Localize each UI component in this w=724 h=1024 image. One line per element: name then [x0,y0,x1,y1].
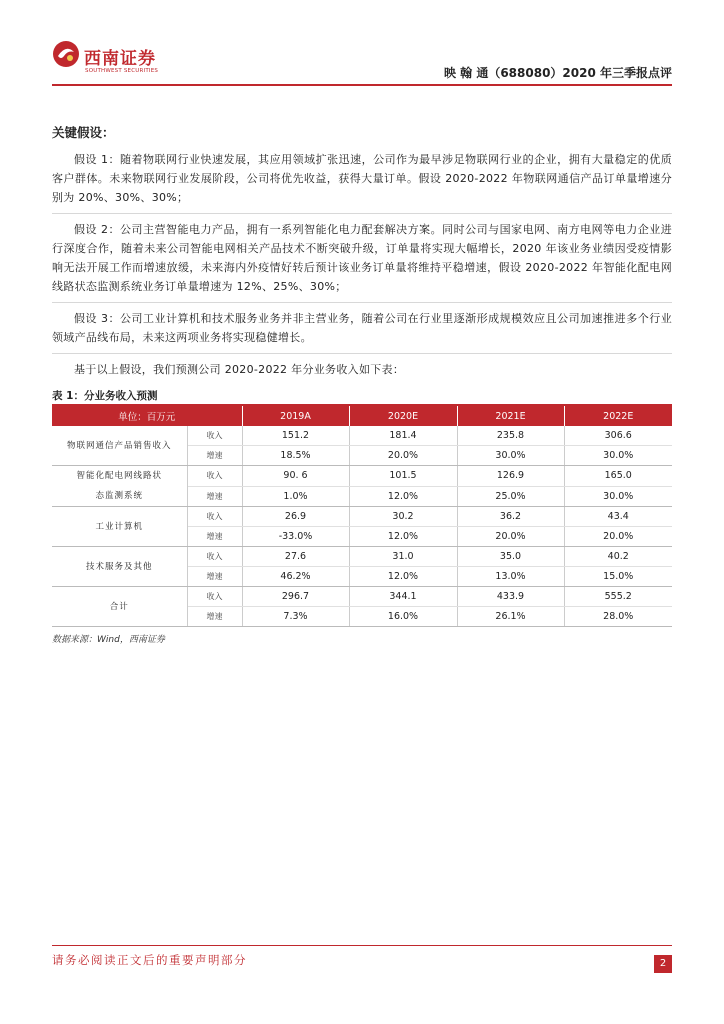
unit-header: 单位：百万元 [52,406,242,426]
table-row [52,466,672,487]
table-row [52,587,672,607]
divider [52,302,672,303]
company-logo [52,40,182,80]
table-cell: 30.0% [564,446,672,466]
divider [52,213,672,214]
segment-name: 工业计算机 [52,507,187,547]
table-cell: -33.0% [242,527,349,547]
year-header: 2019A [242,406,349,426]
table-cell: 20.0% [564,527,672,547]
table-cell: 12.0% [349,527,457,547]
page-header [52,34,672,86]
table-cell: 31.0 [349,547,457,567]
year-header: 2020E [349,406,457,426]
table-cell: 555.2 [564,587,672,607]
revenue-forecast-table [52,406,672,627]
table-cell: 235.8 [457,426,564,446]
logo-text-cn: 西南证券 [84,49,156,69]
segment-name: 合计 [52,587,187,627]
table-cell: 46.2% [242,567,349,587]
segment-name: 智能化配电网线路状态监测系统 [52,466,187,507]
table-caption: 表 1：分业务收入预测 [52,390,158,402]
table-cell: 30.2 [349,507,457,527]
table-header-row [52,406,672,426]
table-cell: 306.6 [564,426,672,446]
table-cell: 20.0% [349,446,457,466]
metric-label: 收入 [187,507,242,527]
table-cell: 101.5 [349,466,457,487]
metric-label: 增速 [187,607,242,627]
table-cell: 28.0% [564,607,672,627]
table-cell: 165.0 [564,466,672,487]
footer-divider [52,945,672,946]
metric-label: 收入 [187,587,242,607]
assumption-2-paragraph: 假设 2：公司主营智能电力产品，拥有一系列智能化电力配套解决方案。同时公司与国家电网、南方电网等电力企业进行深度合作，随着未来公司智能电网相关产品技术不断突破升级，订单量将实现大幅增长，2020 年该业务业绩因受疫情影响无法开展工作而增速放缓，未来海内外疫情好转后预计该业务订单量将维持平稳增速，假设 2020-2022 年智能化配电网线路状态监测系统业务订单量增速为 12%、25%、30%； [52,223,672,293]
table-cell: 26.1% [457,607,564,627]
logo-mark-icon [52,40,80,68]
metric-label: 增速 [187,567,242,587]
metric-label: 收入 [187,426,242,446]
table-cell: 20.0% [457,527,564,547]
metric-label: 收入 [187,547,242,567]
table-row [52,547,672,567]
assumption-3-paragraph: 假设 3：公司工业计算机和技术服务业务并非主营业务，随着公司在行业里逐渐形成规模效应且公司加速推进多个行业领域产品线布局，未来这两项业务将实现稳健增长。 [52,312,672,344]
main-content [52,123,672,379]
table-cell: 296.7 [242,587,349,607]
divider [52,353,672,354]
page-number: 2 [654,955,672,973]
metric-label: 增速 [187,486,242,507]
table-cell: 35.0 [457,547,564,567]
table-cell: 36.2 [457,507,564,527]
table-cell: 26.9 [242,507,349,527]
table-cell: 30.0% [564,486,672,507]
year-header: 2022E [564,406,672,426]
metric-label: 收入 [187,466,242,487]
metric-label: 增速 [187,527,242,547]
table-cell: 27.6 [242,547,349,567]
table-cell: 151.2 [242,426,349,446]
table-cell: 16.0% [349,607,457,627]
table-cell: 1.0% [242,486,349,507]
forecast-intro-paragraph: 基于以上假设，我们预测公司 2020-2022 年分业务收入如下表： [74,363,405,376]
table-cell: 126.9 [457,466,564,487]
table-row [52,426,672,446]
segment-name: 技术服务及其他 [52,547,187,587]
year-header: 2021E [457,406,564,426]
data-source-note: 数据来源：Wind，西南证券 [52,635,165,645]
table-row [52,507,672,527]
header-divider [52,84,672,86]
table-cell: 18.5% [242,446,349,466]
table-cell: 90. 6 [242,466,349,487]
assumption-1-paragraph: 假设 1：随着物联网行业快速发展，其应用领域扩张迅速，公司作为最早涉足物联网行业的企业，拥有大量稳定的优质客户群体。未来物联网行业发展阶段，公司将优先收益，获得大量订单。假设 2020-2022 年物联网通信产品订单量增速分别为 20%、30%、30%； [52,153,672,204]
table-cell: 30.0% [457,446,564,466]
table-cell: 13.0% [457,567,564,587]
table-cell: 25.0% [457,486,564,507]
logo-text-en: SOUTHWEST SECURITIES [85,68,159,74]
segment-name: 物联网通信产品销售收入 [52,426,187,466]
section-title: 关键假设： [52,125,115,140]
table-cell: 15.0% [564,567,672,587]
table-cell: 12.0% [349,486,457,507]
table-cell: 344.1 [349,587,457,607]
table-cell: 40.2 [564,547,672,567]
table-cell: 12.0% [349,567,457,587]
report-title: 映 翰 通（688080）2020 年三季报点评 [443,66,672,80]
footer-disclaimer: 请务必阅读正文后的重要声明部分 [52,953,247,967]
table-cell: 433.9 [457,587,564,607]
table-cell: 7.3% [242,607,349,627]
table-cell: 43.4 [564,507,672,527]
metric-label: 增速 [187,446,242,466]
table-cell: 181.4 [349,426,457,446]
